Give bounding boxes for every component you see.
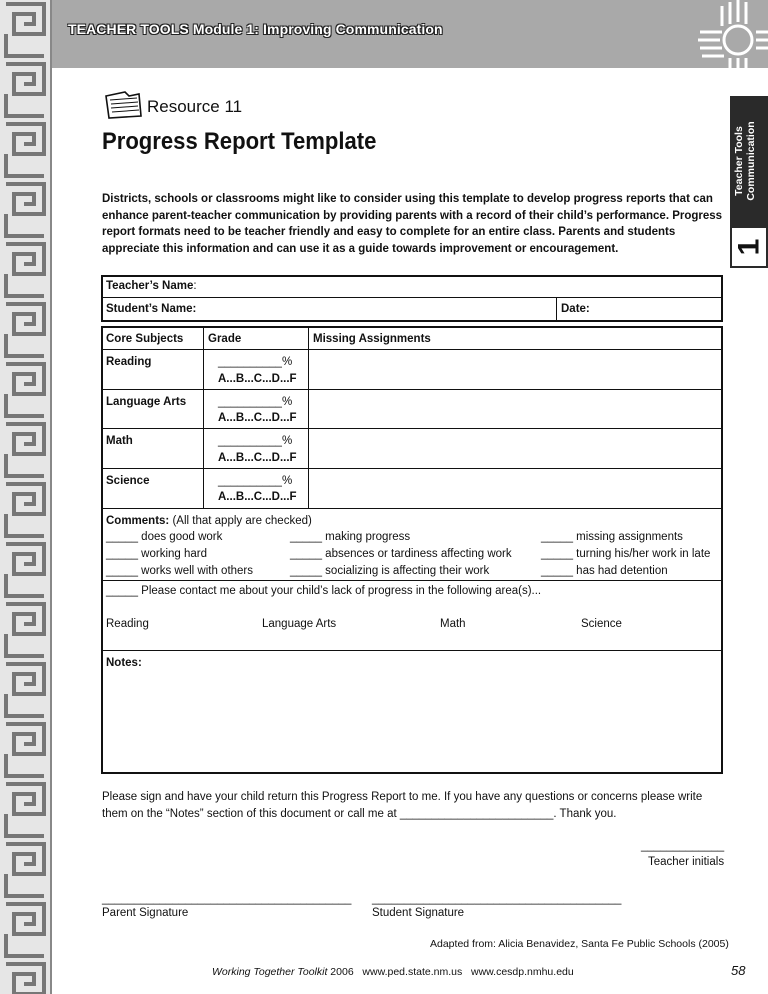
zia-sun-logo: [688, 0, 768, 68]
decorative-border: [0, 0, 52, 994]
column-header-core-subjects: Core Subjects: [106, 333, 184, 345]
page-title: Progress Report Template: [102, 128, 377, 155]
folder-icon: [103, 90, 143, 120]
column-header-missing-assignments: Missing Assignments: [313, 333, 431, 345]
parent-signature-line[interactable]: _______________________________________: [102, 893, 352, 905]
footer-url-cesdp[interactable]: www.cesdp.nmhu.edu: [470, 966, 574, 978]
subject-science: Science: [106, 475, 150, 487]
contact-area-science: Science: [581, 618, 622, 630]
date-label: Date:: [561, 303, 590, 315]
initials-label: Teacher initials: [648, 856, 725, 868]
comment-option[interactable]: _____ missing assignments: [541, 531, 683, 543]
comment-option[interactable]: _____ making progress: [290, 531, 411, 543]
student-name-label: Student’s Name:: [106, 303, 197, 315]
footer-toolkit: Working Together Toolkit: [212, 966, 328, 978]
comment-option[interactable]: _____ absences or tardiness affecting work: [290, 548, 512, 560]
footer-year: 2006: [330, 966, 354, 978]
page-number: 58: [731, 963, 746, 978]
comment-option[interactable]: _____ does good work: [106, 531, 223, 543]
header-title: TEACHER TOOLS Module 1: Improving Communication: [68, 21, 443, 37]
subject-language-arts: Language Arts: [106, 396, 187, 408]
comments-note: (All that apply are checked): [172, 515, 312, 527]
contact-area-math: Math: [440, 618, 466, 630]
comment-option[interactable]: _____ socializing is affecting their work: [290, 565, 490, 577]
grade-percent-field[interactable]: __________%: [218, 356, 293, 368]
section-number: 1: [730, 226, 768, 268]
comment-option[interactable]: _____ works well with others: [106, 565, 254, 577]
section-tab-line1: Teacher Tools: [733, 126, 745, 196]
grade-letters: A...B...C...D...F: [218, 452, 297, 464]
intro-paragraph: Districts, schools or classrooms might like to consider using this template to develop progress reports that can enhance parent-teacher communication by providing parents with a record of their child’s performance. Progress report formats need to be teacher friendly and easy to complete for an entire class. Parents and students appreciate this information and can use it as a guide towards improvement or encouragement.: [102, 193, 723, 255]
grade-letters: A...B...C...D...F: [218, 491, 297, 503]
notes-field[interactable]: [103, 675, 721, 771]
student-signature-line[interactable]: _______________________________________: [372, 893, 622, 905]
teacher-name-label: Teacher’s Name: [106, 280, 194, 292]
grade-letters: A...B...C...D...F: [218, 412, 297, 424]
grade-percent-field[interactable]: __________%: [218, 435, 293, 447]
greek-key-pattern: [0, 0, 50, 994]
student-signature-label: Student Signature: [372, 907, 465, 919]
comment-option[interactable]: _____ has had detention: [541, 565, 668, 577]
footer-url-ped[interactable]: www.ped.state.nm.us: [362, 966, 463, 978]
header-bar: [52, 0, 768, 68]
contact-request-option[interactable]: _____ Please contact me about your child’s lack of progress in the following area(s)...: [106, 585, 542, 597]
comment-option[interactable]: _____ working hard: [106, 548, 208, 560]
grade-percent-field[interactable]: __________%: [218, 475, 293, 487]
parent-signature-label: Parent Signature: [102, 907, 189, 919]
resource-label: Resource 11: [147, 97, 243, 116]
contact-area-language-arts: Language Arts: [262, 618, 337, 630]
subject-reading: Reading: [106, 356, 152, 368]
grade-percent-field[interactable]: __________%: [218, 396, 293, 408]
adapted-credit: Adapted from: Alicia Benavidez, Santa Fe Public Schools (2005): [430, 938, 729, 950]
section-tab-label: [730, 96, 768, 226]
notes-label: Notes:: [106, 657, 142, 669]
closing-paragraph: Please sign and have your child return this Progress Report to me. If you have any questions or concerns please write them on the “Notes” section of this document or call me at ________________________. Thank you.: [102, 791, 703, 820]
comments-label: Comments:: [106, 515, 170, 527]
section-tab: [730, 96, 768, 268]
initials-line[interactable]: _____________: [641, 840, 725, 852]
column-header-grade: Grade: [208, 333, 242, 345]
grade-letters: A...B...C...D...F: [218, 373, 297, 385]
contact-area-reading: Reading: [106, 618, 149, 630]
subject-math: Math: [106, 435, 133, 447]
section-tab-line2: Communication: [745, 121, 757, 201]
comment-option[interactable]: _____ turning his/her work in late: [541, 548, 711, 560]
